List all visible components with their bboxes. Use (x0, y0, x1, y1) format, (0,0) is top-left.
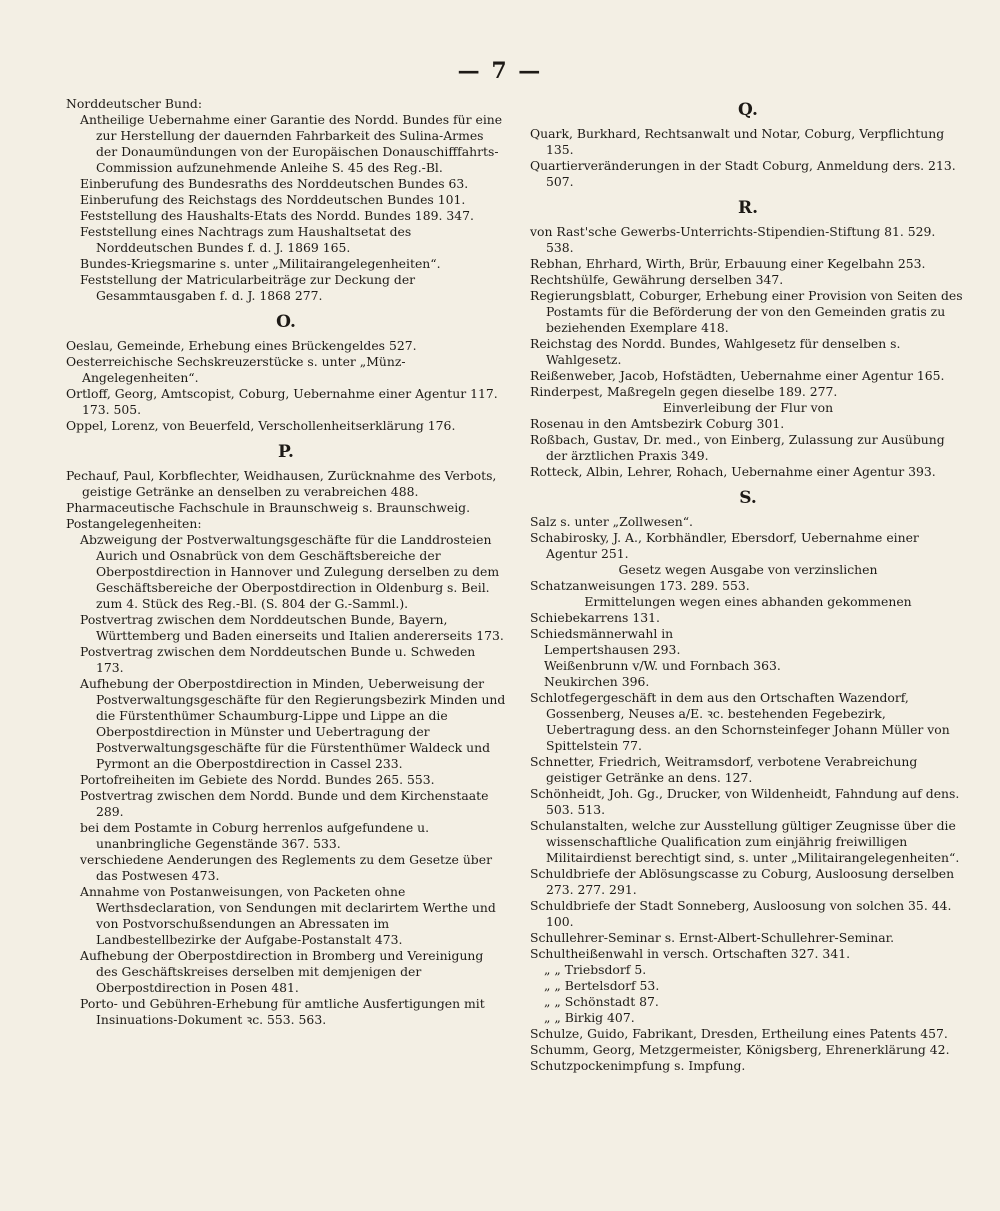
index-subentry: Einberufung des Reichstags des Norddeutschen Bundes 101. (80, 192, 466, 207)
index-entry: Quark, Burkhard, Rechtsanwalt und Notar, Coburg, Verpflichtung 135. (530, 126, 945, 157)
index-subentry: Abzweigung der Postverwaltungsgeschäfte für die Landdrosteien Aurich und Osnabrück von dem Geschäftsbereiche der Oberpostdirection in Hannover und Zulegung derselben zu dem Geschäftsbereiche der Oberpostdirection in Oldenburg s. Beil. zum 4. Stück des Reg.-Bl. (S. 804 der G.-Samml.). (80, 532, 500, 611)
index-entry: Reichstag des Nordd. Bundes, Wahlgesetz für denselben s. Wahlgesetz. (530, 336, 901, 367)
index-entry: Rechtshülfe, Gewährung derselben 347. (530, 272, 784, 287)
index-entry: Ortloff, Georg, Amtscopist, Coburg, Uebernahme einer Agentur 117. 173. 505. (66, 386, 498, 417)
index-entry: Schabirosky, J. A., Korbhändler, Ebersdorf, Uebernahme einer Agentur 251. (530, 530, 919, 561)
index-subentry: Einberufung des Bundesraths des Norddeutschen Bundes 63. (80, 176, 469, 191)
index-entry: Pechauf, Paul, Korbflechter, Weidhausen, Zurücknahme des Verbots, geistige Getränke an denselben zu verabreichen 488. (66, 468, 497, 499)
index-subentry: verschiedene Aenderungen des Reglements zu dem Gesetze über das Postwesen 473. (80, 852, 492, 883)
index-subentry: Feststellung der Matricularbeiträge zur Deckung der Gesammtausgaben f. d. J. 1868 277. (80, 272, 416, 303)
index-entry: Norddeutscher Bund: (66, 96, 203, 111)
index-entry: Rosenau in den Amtsbezirk Coburg 301. (530, 416, 785, 431)
section-letter-heading: S. (739, 488, 757, 508)
index-entry: von Rast'sche Gewerbs-Unterrichts-Stipendien-Stiftung 81. 529. 538. (530, 224, 936, 255)
section-letter-heading: Q. (738, 100, 758, 120)
index-entry: Schulze, Guido, Fabrikant, Dresden, Ertheilung eines Patents 457. (530, 1026, 948, 1041)
index-subentry: „ „ Triebsdorf 5. (544, 962, 647, 977)
index-entry: Schutzpockenimpfung s. Impfung. (530, 1058, 746, 1073)
index-entry: Schullehrer-Seminar s. Ernst-Albert-Schullehrer-Seminar. (530, 930, 895, 945)
index-entry: Rebhan, Ehrhard, Wirth, Brür, Erbauung einer Kegelbahn 253. (530, 256, 926, 271)
index-entry: Schnetter, Friedrich, Weitramsdorf, verbotene Verabreichung geistiger Getränke an dens. 127. (530, 754, 918, 785)
index-subentry: Postvertrag zwischen dem Norddeutschen Bunde u. Schweden 173. (80, 644, 476, 675)
index-subentry: Porto- und Gebühren-Erhebung für amtliche Ausfertigungen mit Insinuations-Dokument ꝛc. 553. 563. (80, 996, 485, 1027)
index-entry: Schultheißenwahl in versch. Ortschaften 327. 341. (530, 946, 851, 961)
index-subentry: „ „ Schönstadt 87. (544, 994, 659, 1009)
index-entry-prefix: Ermittelungen wegen eines abhanden gekommenen (584, 594, 912, 609)
section-letter-heading: R. (737, 198, 759, 218)
index-subentry: bei dem Postamte in Coburg herrenlos aufgefundene u. unanbringliche Gegenstände 367. 533. (80, 820, 430, 851)
section-letter-heading: O. (276, 312, 296, 332)
index-entry: Schlotfegergeschäft in dem aus den Ortschaften Wazendorf, Gossenberg, Neuses a/E. ꝛc. bestehenden Fegebezirk, Uebertragung dess. an den Schornsteinfeger Johann Müller von Spittelstein 77. (530, 690, 950, 753)
index-subentry: Annahme von Postanweisungen, von Packeten ohne Werthsdeclaration, von Sendungen mit declarirtem Werthe und von Postvorschußsendungen an Abressaten im Landbestellbezirke der Aufgabe-Postanstalt 473. (80, 884, 496, 947)
index-entry: Quartierveränderungen in der Stadt Coburg, Anmeldung ders. 213. 507. (530, 158, 956, 189)
index-subentry: „ „ Birkig 407. (544, 1010, 635, 1025)
index-entry-prefix: Gesetz wegen Ausgabe von verzinslichen (618, 562, 878, 577)
index-entry: Reißenweber, Jacob, Hofstädten, Uebernahme einer Agentur 165. (530, 368, 945, 383)
index-subentry: Postvertrag zwischen dem Norddeutschen Bunde, Bayern, Württemberg und Baden einerseits und Italien andererseits 173. (80, 612, 504, 643)
left-column (66, 96, 506, 1028)
section-letter-heading: P. (278, 442, 294, 462)
index-subentry: Bundes-Kriegsmarine s. unter „Militairangelegenheiten“. (80, 256, 441, 271)
index-entry: Pharmaceutische Fachschule in Braunschweig s. Braunschweig. (66, 500, 471, 515)
index-subentry: Feststellung des Haushalts-Etats des Nordd. Bundes 189. 347. (80, 208, 474, 223)
index-entry: Schiebekarrens 131. (530, 610, 660, 625)
index-entry: Schumm, Georg, Metzgermeister, Königsberg, Ehrenerklärung 42. (530, 1042, 950, 1057)
index-subentry: Aufhebung der Oberpostdirection in Minden, Ueberweisung der Postverwaltungsgeschäfte für den Regierungsbezirk Minden und die Fürstenthümer Schaumburg-Lippe und Lippe an die Oberpostdirection in Münster und Uebertragung der Postverwaltungsgeschäfte für die Fürstenthümer Waldeck und Pyrmont an die Oberpostdirection in Cassel 233. (80, 676, 506, 771)
index-subentry: Antheilige Uebernahme einer Garantie des Nordd. Bundes für eine zur Herstellung der dauernden Fahrbarkeit des Sulina-Armes der Donaumündungen von der Europäischen Donauschifffahrts-Commission aufzunehmende Anleihe S. 45 des Reg.-Bl. (80, 112, 503, 175)
index-subentry: Postvertrag zwischen dem Nordd. Bunde und dem Kirchenstaate 289. (80, 788, 489, 819)
index-entry: Regierungsblatt, Coburger, Erhebung einer Provision von Seiten des Postamts für die Beförderung der von den Gemeinden gratis zu beziehenden Exemplare 418. (530, 288, 963, 335)
index-subentry: Portofreiheiten im Gebiete des Nordd. Bundes 265. 553. (80, 772, 435, 787)
right-column (530, 96, 966, 1074)
index-entry: Schiedsmännerwahl in (530, 626, 674, 641)
page-number: — 7 — (457, 58, 543, 84)
index-entry: Salz s. unter „Zollwesen“. (530, 514, 693, 529)
index-entry: Schuldbriefe der Ablösungscasse zu Coburg, Ausloosung derselben 273. 277. 291. (530, 866, 955, 897)
index-entry: Schuldbriefe der Stadt Sonneberg, Ausloosung von solchen 35. 44. 100. (530, 898, 952, 929)
index-subentry: „ „ Bertelsdorf 53. (544, 978, 660, 993)
index-entry: Oppel, Lorenz, von Beuerfeld, Verschollenheitserklärung 176. (66, 418, 456, 433)
index-entry: Oeslau, Gemeinde, Erhebung eines Brückengeldes 527. (66, 338, 417, 353)
index-subentry: Neukirchen 396. (544, 674, 650, 689)
index-subentry: Feststellung eines Nachtrags zum Haushaltsetat des Norddeutschen Bundes f. d. J. 1869 165. (80, 224, 412, 255)
index-entry: Schatzanweisungen 173. 289. 553. (530, 578, 750, 593)
index-subentry: Lempertshausen 293. (544, 642, 681, 657)
index-entry: Oesterreichische Sechskreuzerstücke s. unter „Münz-Angelegenheiten“. (66, 354, 406, 385)
index-entry: Roßbach, Gustav, Dr. med., von Einberg, Zulassung zur Ausübung der ärztlichen Praxis 349. (530, 432, 945, 463)
index-subentry: Weißenbrunn v/W. und Fornbach 363. (544, 658, 781, 673)
index-entry: Schulanstalten, welche zur Ausstellung gültiger Zeugnisse über die wissenschaftliche Qualification zum einjährig freiwilligen Militairdienst berechtigt sind, s. unter „Militairangelegenheiten“. (530, 818, 960, 865)
index-entry: Rinderpest, Maßregeln gegen dieselbe 189. 277. (530, 384, 838, 399)
index-entry-prefix: Einverleibung der Flur von (662, 400, 834, 415)
index-subentry: Aufhebung der Oberpostdirection in Bromberg und Vereinigung des Geschäftskreises derselben mit demjenigen der Oberpostdirection in Posen 481. (80, 948, 484, 995)
index-entry: Postangelegenheiten: (66, 516, 202, 531)
index-entry: Rotteck, Albin, Lehrer, Rohach, Uebernahme einer Agentur 393. (530, 464, 936, 479)
index-entry: Schönheidt, Joh. Gg., Drucker, von Wildenheidt, Fahndung auf dens. 503. 513. (530, 786, 960, 817)
